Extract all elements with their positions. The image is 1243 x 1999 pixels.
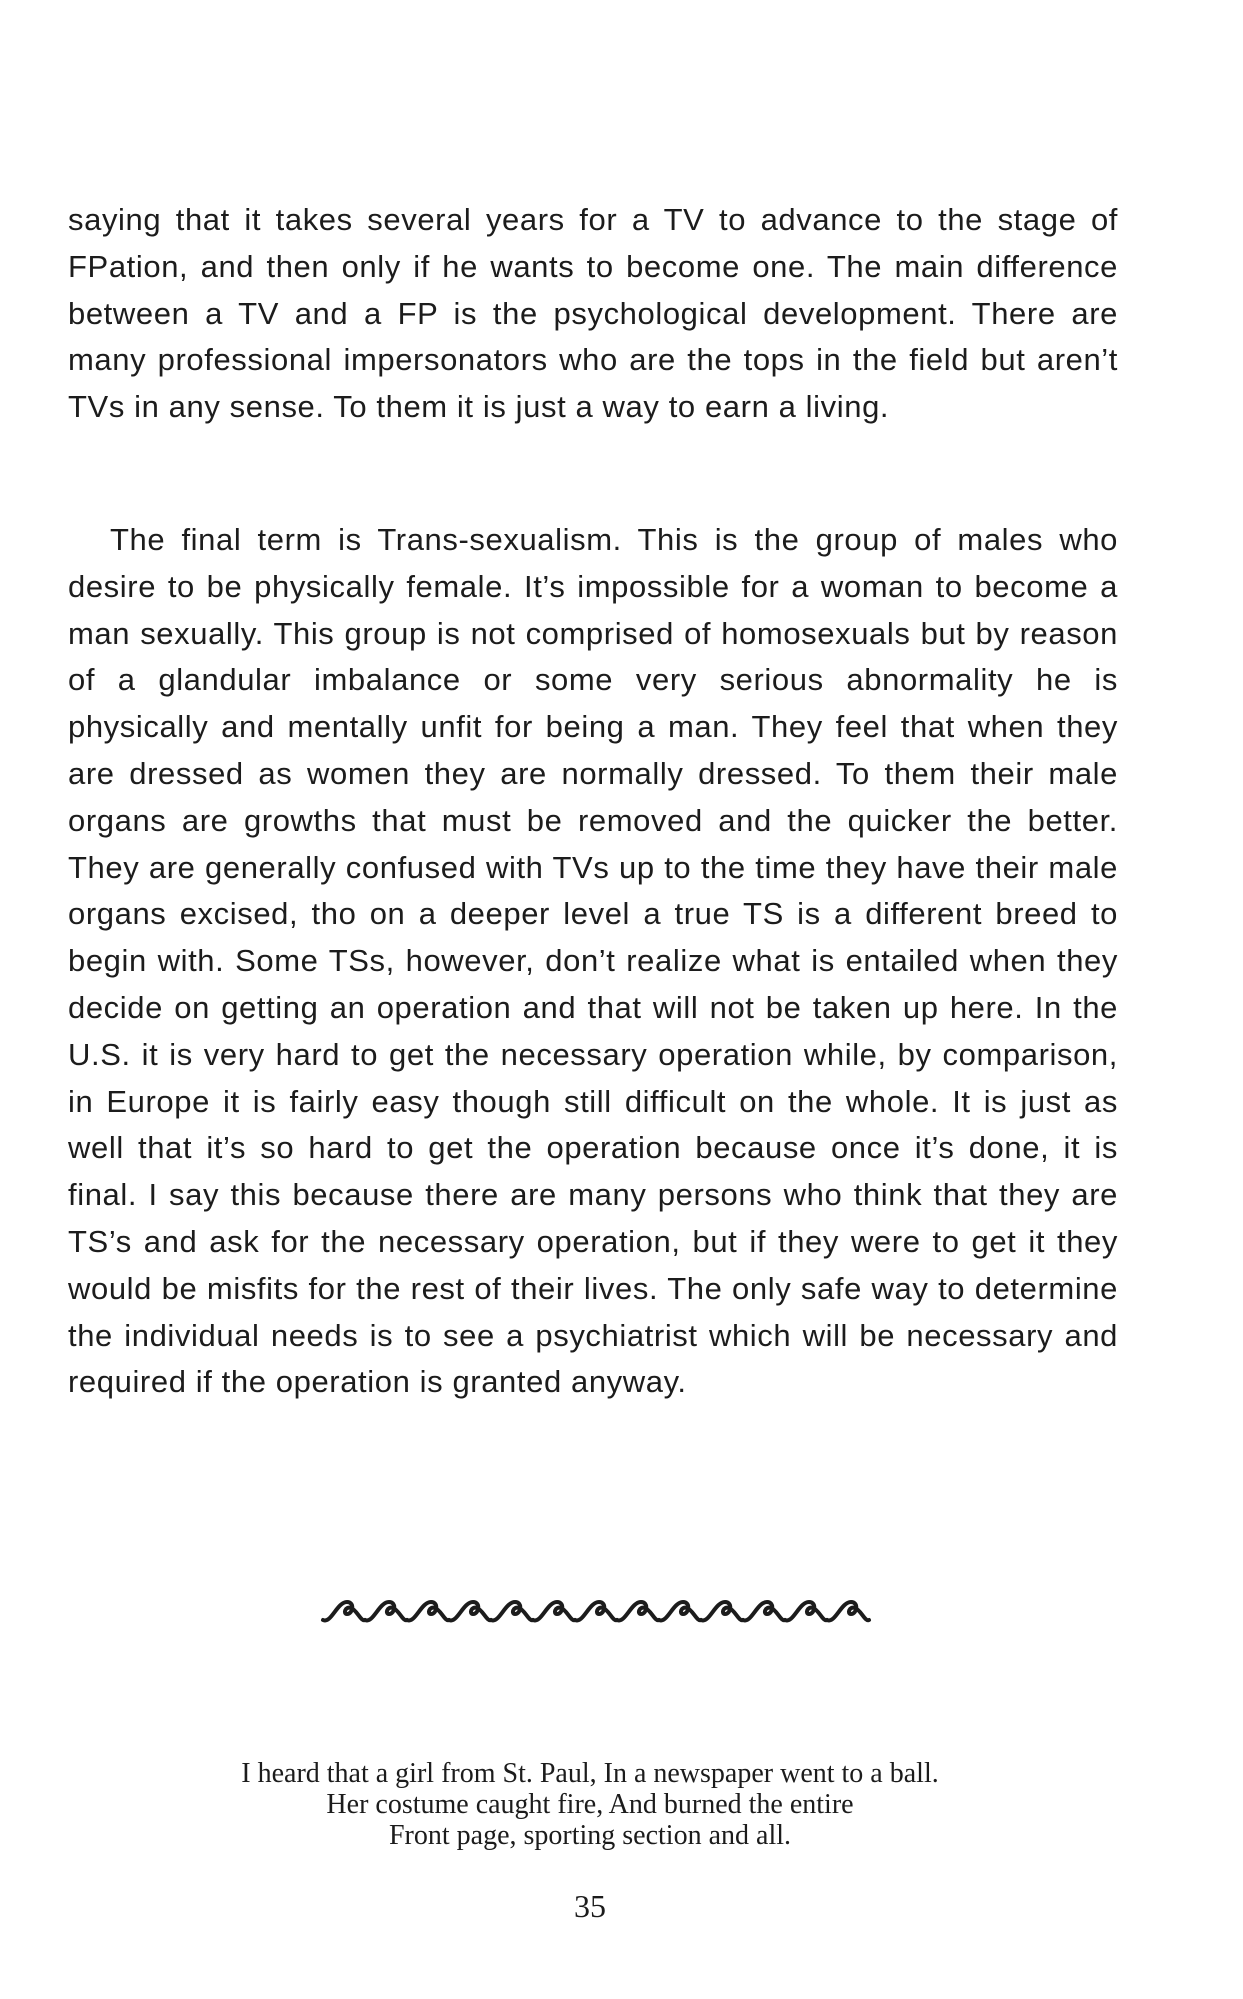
paragraph-trans-sexualism: The final term is Trans-sexualism. This is the group of males who desire to be physically female. It’s impossible for a woman to become a man sexually. This group is not comprised of homosexuals but by reason of a glandular imbalance or some very serious abnormality he is physically and mentally unfit for being a man. They feel that when they are dressed as women they are normally dressed. To them their male organs are growths that must be removed and the quicker the better. They are generally confused with TVs up to the time they have their male organs excised, tho on a deeper level a true TS is a different breed to begin with. Some TSs, however, don’t realize what is entailed when they decide on getting an operation and that will not be taken up here. In the U.S. it is very hard to get the necessary operation while, by comparison, in Europe it is fairly easy though still difficult on the whole. It is just as well that it’s so hard to get the operation because once it’s done, it is final. I say this because there are many persons who think that they are TS’s and ask for the necessary operation, but if they were to get it they would be misfits for the rest of their lives. The only safe way to determine the individual needs is to see a psychiatrist which will be necessary and required if the operation is granted anyway. — [68, 522, 1118, 1400]
wave-scroll-ornament-icon — [315, 1594, 881, 1630]
ornament-swirl — [659, 1602, 701, 1620]
limerick-line-3: Front page, sporting section and all. — [388, 1820, 792, 1851]
ornament-swirl — [743, 1602, 785, 1620]
ornament-swirl — [491, 1602, 533, 1620]
ornament-swirl — [785, 1602, 827, 1620]
limerick — [140, 1758, 1040, 1851]
ornament-swirl — [701, 1602, 743, 1620]
ornament-swirl — [533, 1602, 575, 1620]
ornament-swirl — [449, 1602, 491, 1620]
page-number: 35 — [574, 1888, 606, 1924]
ornament-swirl — [827, 1602, 869, 1620]
ornament-swirl — [365, 1602, 407, 1620]
ornament-swirl — [617, 1602, 659, 1620]
paragraph-continuation: saying that it takes several years for a TV to advance to the stage of FPation, and then only if he wants to become one. The main difference between a TV and a FP is the psychological development. There are many professional impersonators who are the tops in the field but aren’t TVs in any sense. To them it is just a way to earn a living. — [68, 202, 1118, 425]
ornament-swirl — [407, 1602, 449, 1620]
ornament-swirl — [323, 1602, 365, 1620]
limerick-line-1: I heard that a girl from St. Paul, In a newspaper went to a ball. — [241, 1758, 939, 1789]
ornament-swirl — [575, 1602, 617, 1620]
limerick-line-2: Her costume caught fire, And burned the entire — [326, 1789, 854, 1820]
